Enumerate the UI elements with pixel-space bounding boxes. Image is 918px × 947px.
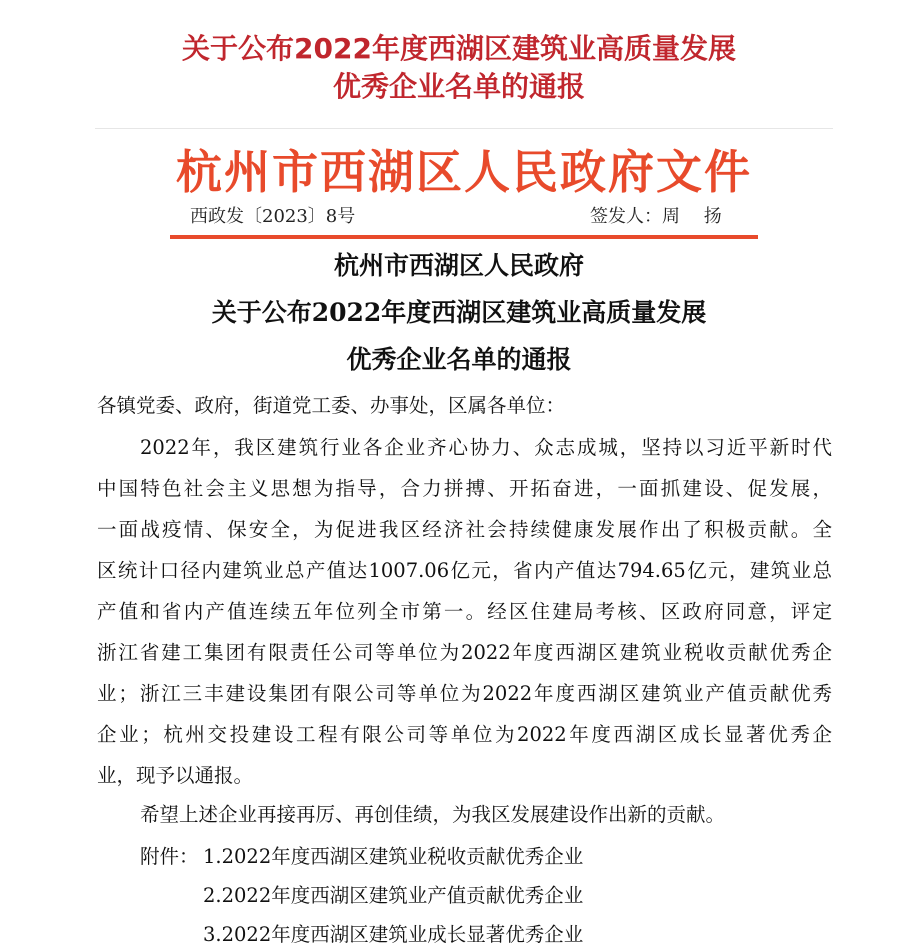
- closing-paragraph: 希望上述企业再接再厉、再创佳绩，为我区发展建设作出新的贡献。: [140, 803, 726, 826]
- body-line: 区统计口径内建筑业总产值达1007.06亿元，省内产值达794.65亿元，建筑业总: [97, 559, 832, 582]
- divider: [95, 128, 833, 129]
- body-line: 企业；杭州交投建设工程有限公司等单位为2022年度西湖区成长显著优秀企: [97, 723, 832, 746]
- body-line: 产值和省内产值连续五年位列全市第一。经区住建局考核、区政府同意，评定: [97, 600, 832, 623]
- article-title-line-2: 优秀企业名单的通报: [332, 70, 585, 103]
- article-title-line-1: 关于公布2022年度西湖区建筑业高质量发展: [182, 32, 736, 65]
- signer: 签发人：周 扬: [590, 206, 722, 227]
- body-line: 中国特色社会主义思想为指导，合力拼搏、开拓奋进，一面抓建设、促发展，: [97, 477, 832, 500]
- body-line: 一面战疫情、保安全，为促进我区经济社会持续健康发展作出了积极贡献。全: [97, 518, 832, 541]
- body-line: 2022年，我区建筑行业各企业齐心协力、众志成城，坚持以习近平新时代: [140, 436, 832, 459]
- document-number: 西政发〔2023〕8号: [190, 206, 356, 227]
- body-line: 业，现予以通报。: [97, 764, 254, 787]
- red-divider: [170, 235, 758, 239]
- attachment-item: 3.2022年度西湖区建筑业成长显著优秀企业: [203, 923, 584, 946]
- body-line: 业；浙江三丰建设集团有限公司等单位为2022年度西湖区建筑业产值贡献优秀: [97, 682, 832, 705]
- salutation: 各镇党委、政府，街道党工委、办事处，区属各单位：: [97, 394, 566, 417]
- heading-line-1: 杭州市西湖区人民政府: [333, 251, 584, 280]
- attachment-item: 1.2022年度西湖区建筑业税收贡献优秀企业: [203, 845, 584, 868]
- attachments-label: 附件：: [140, 845, 199, 868]
- heading-line-2: 关于公布2022年度西湖区建筑业高质量发展: [211, 298, 707, 327]
- body-line: 浙江省建工集团有限责任公司等单位为2022年度西湖区建筑业税收贡献优秀企: [97, 641, 832, 664]
- heading-line-3: 优秀企业名单的通报: [346, 345, 572, 374]
- issuing-organization: 杭州市西湖区人民政府文件: [176, 145, 752, 199]
- attachment-item: 2.2022年度西湖区建筑业产值贡献优秀企业: [203, 884, 584, 907]
